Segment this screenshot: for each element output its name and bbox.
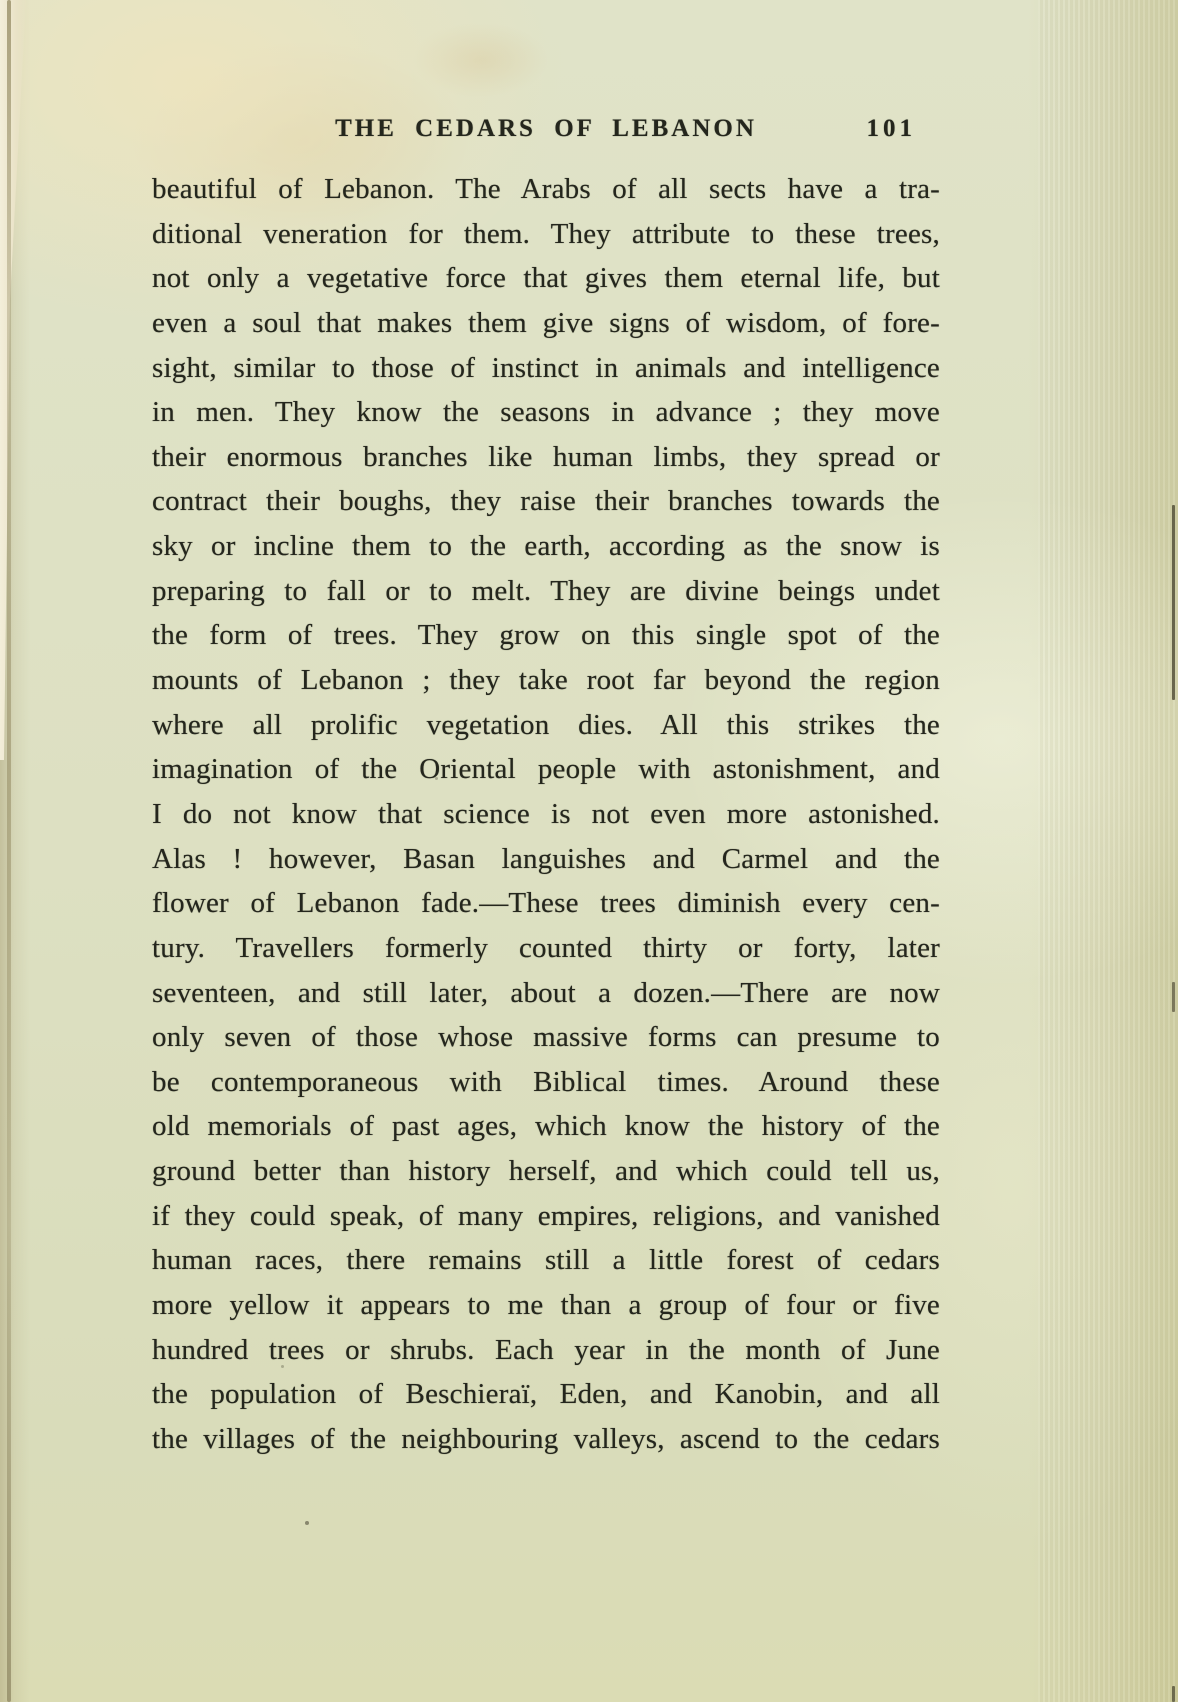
text-line: the villages of the neighbouring valleys, ascend to the cedars <box>152 1422 940 1455</box>
text-line: I do not know that science is not even more astonished. <box>152 797 940 830</box>
text-line: sky or incline them to the earth, according as the snow is <box>152 530 940 563</box>
text-line: imagination of the Oriental people with astonishment, and <box>152 753 940 786</box>
text-line: their enormous branches like human limbs, they spread or <box>152 440 940 473</box>
scan-edge-mark <box>1172 1686 1175 1702</box>
text-line: preparing to fall or to melt. They are divine beings undet <box>152 574 940 607</box>
page-number: 101 <box>866 115 916 142</box>
text-line: human races, there remains still a little forest of cedars <box>152 1244 940 1277</box>
text-line: flower of Lebanon fade.—These trees diminish every cen- <box>152 887 940 920</box>
scan-edge-mark <box>1172 505 1175 700</box>
text-line: in men. They know the seasons in advance ; they move <box>152 396 940 429</box>
text-line: hundred trees or shrubs. Each year in the month of June <box>152 1333 940 1366</box>
text-line: beautiful of Lebanon. The Arabs of all sects have a tra- <box>152 173 940 205</box>
text-line: ground better than history herself, and which could tell us, <box>152 1155 940 1188</box>
text-line: mounts of Lebanon ; they take root far beyond the region <box>152 664 940 697</box>
body-text <box>152 167 940 1462</box>
text-line: sight, similar to those of instinct in animals and intelligence <box>152 351 940 384</box>
text-line: the population of Beschieraï, Eden, and Kanobin, and all <box>152 1378 940 1411</box>
text-line: tury. Travellers formerly counted thirty or forty, later <box>152 931 940 964</box>
text-line: Alas ! however, Basan languishes and Carmel and the <box>152 842 940 875</box>
text-line: contract their boughs, they raise their branches towards the <box>152 485 940 518</box>
text-line: not only a vegetative force that gives them eternal life, but <box>152 262 940 295</box>
text-line: seventeen, and still later, about a dozen.—There are now <box>152 976 940 1009</box>
text-line: if they could speak, of many empires, religions, and vanished <box>152 1199 940 1232</box>
text-line: more yellow it appears to me than a group of four or five <box>152 1289 940 1322</box>
paper-speck <box>305 1521 309 1525</box>
text-line: where all prolific vegetation dies. All this strikes the <box>152 708 940 741</box>
text-line: ditional veneration for them. They attribute to these trees, <box>152 217 940 250</box>
page-edge-highlight <box>0 0 30 760</box>
text-line: even a soul that makes them give signs of wisdom, of fore- <box>152 306 940 339</box>
running-head <box>152 115 940 143</box>
text-line: the form of trees. They grow on this single spot of the <box>152 619 940 652</box>
chapter-title: THE CEDARS OF LEBANON <box>335 115 757 142</box>
text-line: be contemporaneous with Biblical times. Around these <box>152 1065 940 1098</box>
scan-edge-mark <box>1172 982 1175 1012</box>
page-edge-crease <box>7 0 11 1702</box>
scan-texture <box>1038 0 1178 1702</box>
text-line: old memorials of past ages, which know the history of the <box>152 1110 940 1143</box>
text-line: only seven of those whose massive forms can presume to <box>152 1021 940 1054</box>
